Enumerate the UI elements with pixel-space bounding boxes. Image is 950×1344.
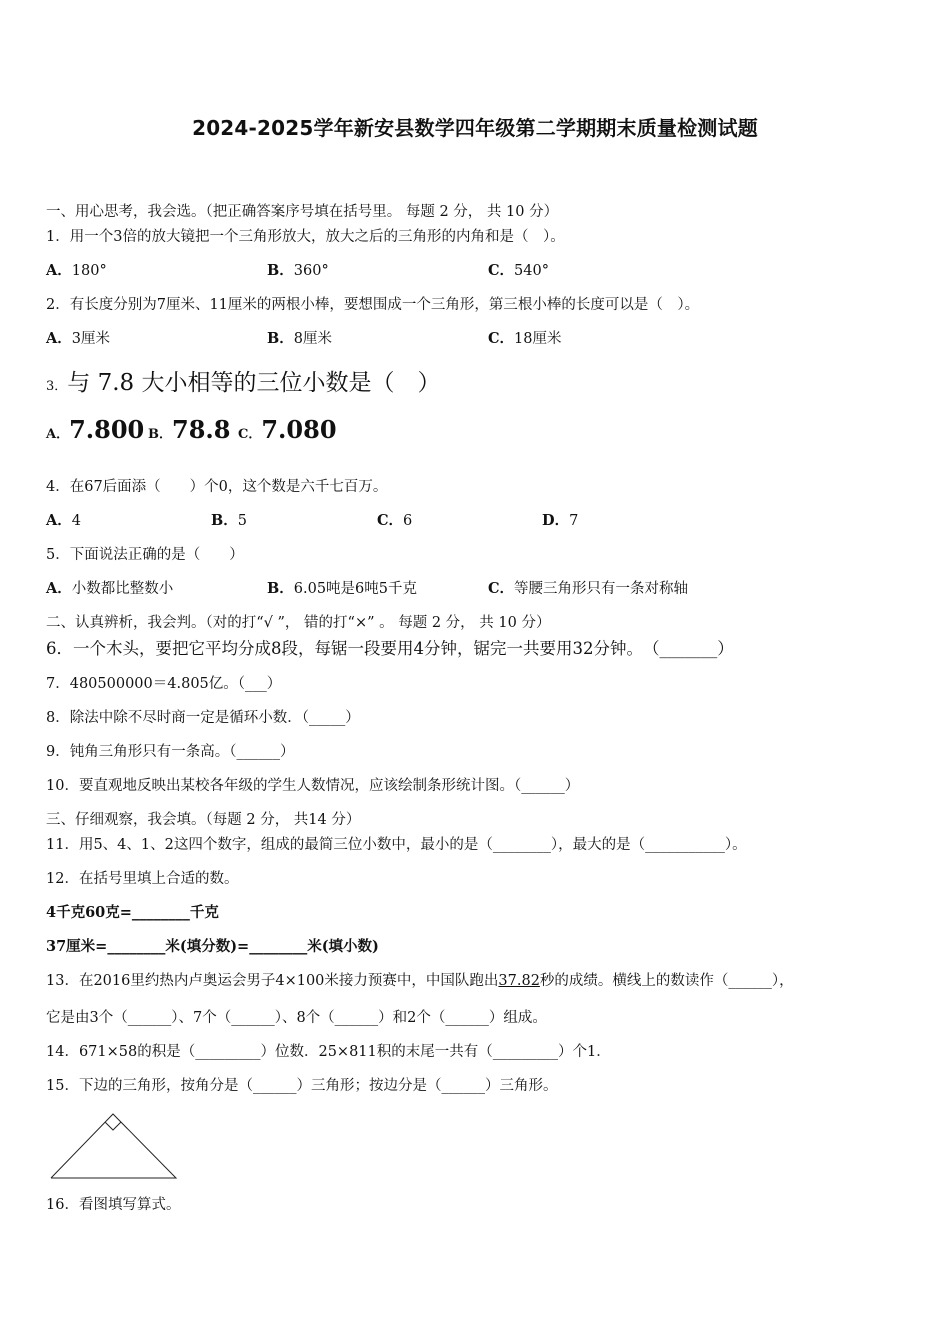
question-3-number: 3． [46, 379, 68, 394]
section-one-heading: 一、用心思考，我会选。（把正确答案序号填在括号里。 每题 2 分， 共 10 分） [46, 204, 559, 220]
question-13-line-1: 13．在2016里约热内卢奥运会男子4×100米接力预赛中，中国队跑出37.82秒的成绩。横线上的数读作（______）， [46, 973, 794, 989]
question-3-stem: 与 7.8 大小相等的三位小数是（ ） [67, 370, 441, 396]
question-8: 8．除法中除不尽时商一定是循环小数．（_____） [46, 710, 360, 726]
question-2-option-b: B．8厘米 [267, 330, 332, 347]
question-12-line-2: 37厘米=________米(填分数)=________米(填小数) [46, 938, 379, 955]
question-4-option-a: A．4 [46, 512, 81, 529]
section-three-heading: 三、仔细观察，我会填。（每题 2 分， 共14 分） [46, 812, 361, 828]
question-10: 10．要直观地反映出某校各年级的学生人数情况，应该绘制条形统计图。（______） [46, 778, 580, 794]
question-16: 16．看图填写算式。 [46, 1197, 181, 1213]
question-2-option-a: A．3厘米 [46, 330, 110, 347]
question-5-option-a: A．小数都比整数小 [46, 580, 174, 597]
section-two-heading: 二、认真辨析，我会判。（对的打“√ ”， 错的打“×” 。 每题 2 分， 共 10 分） [46, 615, 551, 631]
question-3-option-c: C．7.080 [238, 415, 337, 444]
question-15: 15．下边的三角形，按角分是（______）三角形；按边分是（______）三角形。 [46, 1078, 558, 1094]
question-5-stem: 5．下面说法正确的是（ ） [46, 547, 244, 563]
question-4-option-d: D．7 [542, 512, 579, 529]
question-3 [46, 368, 440, 398]
question-12-stem: 12．在括号里填上合适的数。 [46, 871, 239, 887]
question-2-option-c: C．18厘米 [488, 330, 562, 347]
question-6: 6．一个木头，要把它平均分成8段，每锯一段要用4分钟，锯完一共要用32分钟。 （_______） [46, 639, 734, 658]
question-1-option-b: B．360° [267, 262, 329, 279]
question-4-option-b: B．5 [211, 512, 247, 529]
question-1-option-c: C．540° [488, 262, 549, 279]
question-3-option-b: B．78.8 [148, 415, 231, 444]
question-14: 14．671×58的积是（_________）位数．25×811积的末尾一共有（_________）个1． [46, 1044, 611, 1060]
question-1-option-a: A．180° [46, 262, 107, 279]
question-9: 9．钝角三角形只有一条高。（______） [46, 744, 295, 760]
question-1-stem: 1．用一个3倍的放大镜把一个三角形放大，放大之后的三角形的内角和是（ ）。 [46, 229, 565, 245]
question-3-option-a: A．7.800 [46, 415, 145, 444]
question-4-option-c: C．6 [377, 512, 413, 529]
question-5-option-c: C．等腰三角形只有一条对称轴 [488, 580, 689, 597]
underlined-number: 37.82 [498, 973, 540, 989]
question-2-stem: 2．有长度分别为7厘米、11厘米的两根小棒，要想围成一个三角形，第三根小棒的长度可以是（ ）。 [46, 297, 700, 313]
question-5-option-b: B．6.05吨是6吨5千克 [267, 580, 418, 597]
right-isosceles-triangle-figure [46, 1108, 186, 1184]
question-13-line-2: 它是由3个（______）、7个（______）、8个（______）和2个（______）组成。 [46, 1010, 547, 1026]
question-7: 7．480500000＝4.805亿。（___） [46, 676, 282, 692]
page-title: 2024-2025学年新安县数学四年级第二学期期末质量检测试题 [192, 116, 758, 140]
question-4-stem: 4．在67后面添（ ）个0，这个数是六千七百万。 [46, 479, 388, 495]
question-11: 11．用5、4、1、2这四个数字，组成的最简三位小数中，最小的是（________），最大的是（___________）。 [46, 837, 747, 853]
question-12-line-1: 4千克60克=________千克 [46, 904, 219, 921]
